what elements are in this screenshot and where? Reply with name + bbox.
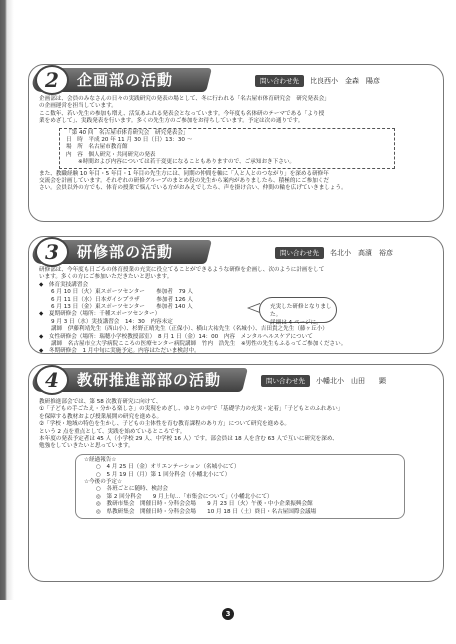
contact-tag: 問い合わせ先 — [261, 375, 310, 387]
list-item: 6 月 13 日（金）東スポーツセンター 参加者 140 人 — [51, 304, 193, 311]
section-body — [39, 96, 435, 193]
paragraph-line: 本年度の発表予定者は 45 人（小学校 29 人、中学校 16 人）です。部会員は 18 人を含む 63 人で互いに研究を深め、 — [39, 436, 338, 443]
paragraph-line: 交流会を計画しています。それぞれの研修グループのまとめ役の先生から案内がありましたら、積極的にご参加くだ — [39, 178, 329, 185]
paragraph-line: ②「学校・地域の特色を生かし、子どもの主体性を育む教育課程のあり方」について研究を進める。 — [39, 421, 291, 428]
list-item: 9 月 3 日（水）実技講習会 14：30 内容未定 — [51, 318, 173, 325]
report-heading: ☆今後の予定☆ — [84, 479, 122, 486]
bubble-line: 充実した研修となりました。 — [270, 304, 332, 318]
report-item: ○ 5 月 19 日（月）第 1 回分科会（小幡北小にて） — [96, 471, 231, 478]
list-item: ◆ 体育実技講習会 — [39, 281, 89, 288]
event-note: ※時間および内容については若干変更になることもありますので、ご承知おき下さい。 — [78, 159, 296, 166]
event-date: 日 時 平成 20 年 11 月 30 日（日）13：30 ～ — [66, 137, 193, 144]
contact-info — [261, 374, 386, 388]
paragraph-line: ①「子どもの手ごたえ・分かる楽しさ」の実現をめざし、ゆとりの中で「基礎学力の充実・定着」「子どもとのふれあい」 — [39, 406, 344, 413]
section-body — [39, 399, 435, 519]
list-item: ◆ 女性研修会（場所：瑞穂小学校教授部室） 8 月 1 日（金）14：00 内容 メンタルヘルスケアについて — [39, 333, 313, 340]
section-training — [28, 236, 444, 354]
section-body — [39, 267, 435, 356]
contact-info — [255, 74, 380, 88]
paragraph-line: 教研推進部会では、第 58 次教育研究に向けて、 — [39, 399, 162, 405]
paragraph-line: を保障する教材および授業展開の研究を進める。 — [39, 413, 163, 420]
report-heading: ☆経過報告☆ — [84, 456, 117, 463]
report-item: ○ 4 月 25 日（金）オリエンテーション（名城小にて） — [96, 464, 240, 471]
event-content: 内 容 個人研究・共同研究の発表 — [66, 151, 156, 158]
paragraph-line: ここ数年、若い先生の参加も増え、活気あふれる発表会となっています。今年度も名体研のテーマである「より授 — [39, 110, 325, 117]
list-item: ◆ 夏期研修会（場所：千種スポーツセンター） — [39, 311, 161, 318]
page-number: 3 — [222, 608, 234, 620]
bubble-line: 詳細は 4 ページに。 — [270, 320, 322, 326]
paragraph-line: 研修部は、今年度も日ごろの体育授業の充実に役立てることができるような研修を企画し、次のように計画をして — [39, 267, 325, 273]
paragraph-line: という 2 点を重点として、実践を始めているところです。 — [39, 428, 186, 435]
paragraph-line: 勉強をしていきたいと思っています。 — [39, 443, 134, 450]
paragraph-line: の企画運営を担当しています。 — [39, 103, 117, 110]
section-number: 4 — [35, 365, 69, 395]
paragraph-line: 企画部は、会員のみなさんの日々の実践研究の発表の場として、冬に行われる「名古屋市体育研究会 研究発表会」 — [39, 96, 330, 102]
contact-tag: 問い合わせ先 — [275, 247, 324, 259]
section-planning — [28, 64, 444, 222]
paragraph-line: 業をめざして」、実践発表を行います。多くの先生方のご参加をお待ちしています。予定は次の通りです。 — [39, 118, 304, 125]
binder-edge — [0, 0, 22, 600]
section-header — [29, 365, 445, 395]
paragraph-line: さい。会員以外の方でも、体育の授業で悩んでいる方がおみえでしたら、声を掛け合い、仲間の輪を広げていきましょう。 — [39, 185, 347, 192]
section-title: 研修部の活動 — [77, 243, 174, 261]
event-info-box — [59, 128, 395, 169]
paragraph-line: また、教職経験 10 年目・5 年目・1 年目の先生方には、同期の仲間を軸に「人と人とのつながり」を深める研修年 — [39, 170, 329, 177]
list-item: ◆ 冬期研修会 1 月中旬に実施予定。内容はただいま検討中。 — [39, 348, 200, 355]
section-header — [29, 237, 445, 267]
list-item: 6 月 11 日（水）日本ガイシプラザ 参加者 126 人 — [51, 296, 193, 303]
contact-name: 小幡北小 山田 顕 — [316, 377, 386, 385]
document-page — [22, 0, 450, 600]
list-item: 講師 名古屋市立大学病院こころの医療センター病院講師 竹内 浩先生 ※男性の先生もふるってご参加ください。 — [51, 341, 347, 348]
section-header — [29, 65, 445, 95]
report-item: ◎ 第 2 回分科会 9 月上旬…「市集会について」（小幡北小にて） — [96, 493, 273, 500]
report-item: ○ 各班ごとに随時、検討会 — [96, 486, 169, 493]
speech-bubble — [259, 297, 337, 326]
section-number: 2 — [35, 65, 69, 95]
event-title: 「第 40 回 名古屋市体育研究会 研究発表会」 — [66, 129, 189, 136]
list-item: 6 月 10 日（火）東スポーツセンター 参加者 79 人 — [51, 289, 193, 296]
list-item: 講師 伊藤利靖先生（西山小）、杉野正晴先生（正保小）、横山大祐先生（名城小）、吉田貴之先生（藤ヶ丘小） — [51, 326, 328, 333]
contact-tag: 問い合わせ先 — [255, 75, 304, 87]
report-item: ◎ 県教研集会 開催日時・分科会会場 10 月 18 日（土）終日・名古屋国際会議場 — [96, 508, 317, 515]
paragraph-line: います。多くの方にご参加いただきたいと思います。 — [39, 274, 173, 281]
contact-name: 比良西小 金森 陽彦 — [310, 77, 380, 85]
section-title: 企画部の活動 — [77, 71, 174, 89]
section-number: 3 — [35, 237, 69, 267]
section-research — [28, 364, 444, 582]
contact-name: 名北小 高濱 裕彦 — [330, 249, 393, 257]
section-title: 教研推進部部の活動 — [77, 371, 222, 389]
report-item: ◎ 教研市集会 開催日時・分科会会場 9 月 23 日（火）午後・中小企業振興会館 — [96, 501, 313, 508]
contact-info — [275, 246, 393, 260]
report-box — [75, 454, 405, 519]
event-place: 場 所 名古屋市教育館 — [66, 144, 128, 151]
